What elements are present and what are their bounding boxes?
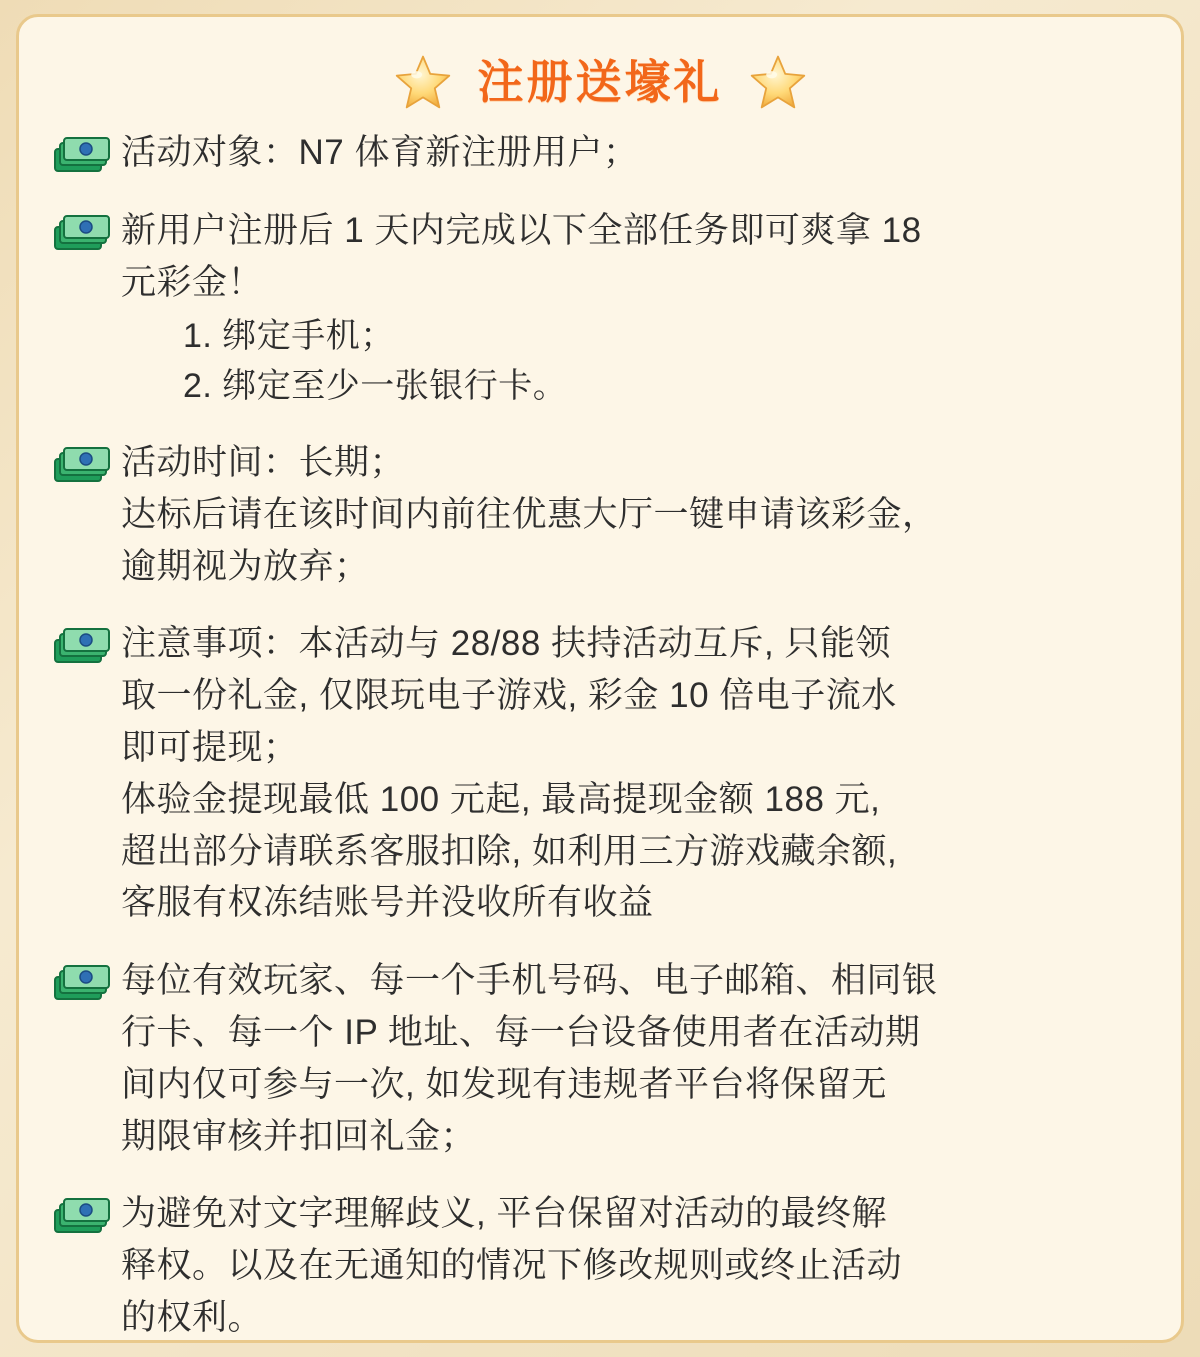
money-stack-icon: [51, 624, 113, 668]
money-stack-icon: [51, 211, 113, 255]
list-item: [51, 205, 1151, 411]
money-stack-icon: [51, 133, 113, 177]
list-item: [51, 618, 1151, 929]
list-item-line: 活动对象：N7 体育新注册用户；: [121, 133, 639, 172]
list-item-line: 间内仅可参与一次, 如发现有违规者平台将保留无: [121, 1064, 887, 1104]
list-item-body: [121, 437, 1151, 592]
list-item: [51, 127, 1151, 179]
money-stack-icon: [51, 443, 113, 487]
sub-list-item: 1. 绑定手机；: [183, 317, 395, 356]
list-item-line: 体验金提现最低 100 元起, 最高提现金额 188 元,: [121, 779, 881, 819]
list-item-line: 每位有效玩家、每一个手机号码、电子邮箱、相同银: [121, 961, 938, 1001]
list-item-line: 行卡、每一个 IP 地址、每一台设备使用者在活动期: [121, 1012, 921, 1052]
list-item-line: 超出部分请联系客服扣除, 如利用三方游戏藏余额,: [121, 831, 898, 871]
page-title: [45, 53, 1155, 111]
list-item-line: 的权利。: [121, 1297, 264, 1337]
money-stack-icon: [51, 961, 113, 1005]
list-item: [51, 1188, 1151, 1343]
list-item-body: [121, 618, 1151, 929]
promo-card: [16, 14, 1184, 1343]
sub-list: [121, 312, 1151, 411]
page-title-text: 注册送壕礼: [477, 56, 723, 108]
list-item-body: [121, 205, 1151, 411]
list-item-line: 注意事项：本活动与 28/88 扶持活动互斥, 只能领: [121, 624, 891, 664]
list-item-line: 新用户注册后 1 天内完成以下全部任务即可爽拿 18: [121, 210, 922, 250]
list-item-body: [121, 1188, 1151, 1343]
list-item-body: [121, 127, 1151, 179]
list-item: [51, 437, 1151, 592]
list-item-line: 活动时间：长期；: [121, 442, 406, 482]
sub-list-item: 2. 绑定至少一张银行卡。: [183, 366, 568, 405]
money-stack-icon: [51, 1194, 113, 1238]
list-item-line: 期限审核并扣回礼金；: [121, 1116, 477, 1156]
list-item-line: 客服有权冻结账号并没收所有收益: [121, 883, 654, 923]
list-item-line: 取一份礼金, 仅限玩电子游戏, 彩金 10 倍电子流水: [121, 676, 897, 716]
list-item-line: 元彩金！: [121, 262, 264, 302]
list-item-line: 释权。以及在无通知的情况下修改规则或终止活动: [121, 1246, 903, 1286]
list-item-line: 为避免对文字理解歧义, 平台保留对活动的最终解: [121, 1194, 887, 1234]
list-item-body: [121, 955, 1151, 1162]
rules-list: [45, 127, 1155, 1343]
list-item: [51, 955, 1151, 1162]
star-icon: [749, 53, 807, 111]
list-item-line: 逾期视为放弃；: [121, 546, 370, 586]
list-item-line: 达标后请在该时间内前往优惠大厅一键申请该彩金，: [121, 494, 938, 534]
list-item-line: 即可提现；: [121, 727, 299, 767]
star-icon: [394, 53, 452, 111]
